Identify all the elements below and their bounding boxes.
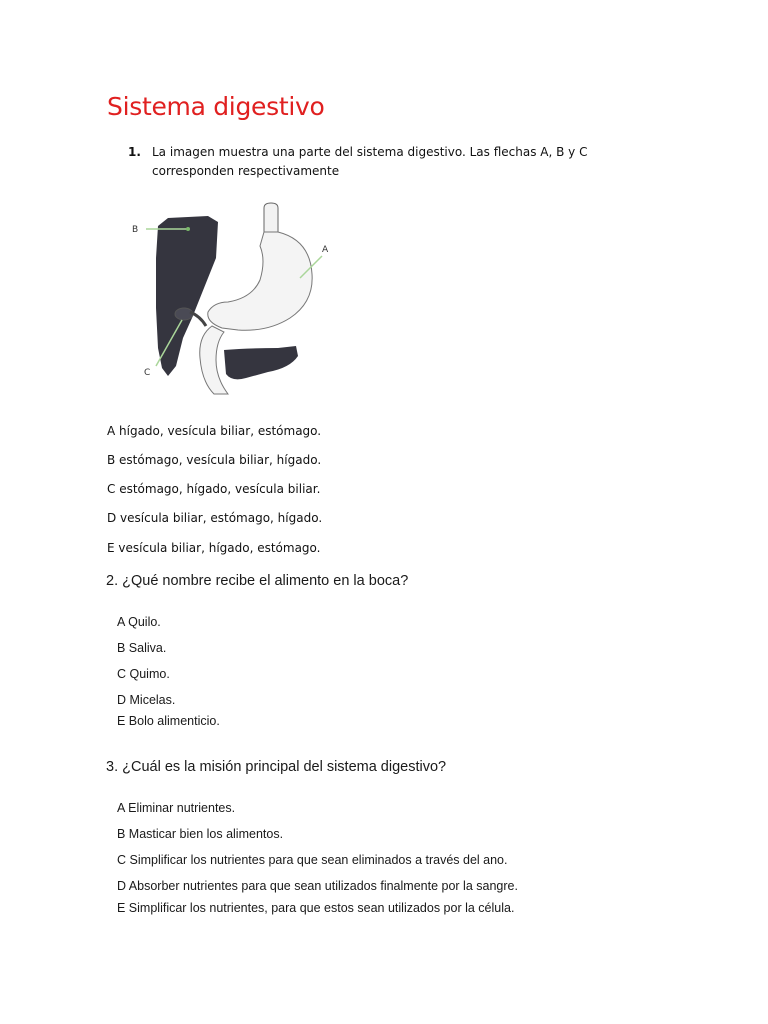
q1-option-b: B estómago, vesícula biliar, hígado.: [107, 453, 322, 467]
duodenum-shape: [200, 326, 228, 394]
q3-option-c: C Simplificar los nutrientes para que sean eliminados a través del ano.: [117, 853, 508, 867]
question-text: La imagen muestra una parte del sistema digestivo. Las flechas A, B y C corresponden respectivamente: [152, 145, 588, 178]
q2-option-c: C Quimo.: [117, 667, 170, 681]
label-b: B: [132, 225, 139, 235]
label-c: C: [144, 368, 151, 378]
label-a: A: [322, 245, 329, 255]
q1-option-a: A hígado, vesícula biliar, estómago.: [107, 424, 322, 438]
q3-option-b: B Masticar bien los alimentos.: [117, 827, 284, 841]
q1-option-d: D vesícula biliar, estómago, hígado.: [107, 511, 323, 525]
esophagus-shape: [264, 203, 278, 234]
gallbladder-shape: [175, 308, 193, 320]
question-1: [128, 143, 648, 181]
q3-option-d: D Absorber nutrientes para que sean utilizados finalmente por la sangre.: [117, 879, 518, 893]
digestive-system-figure: [128, 198, 348, 398]
q3-option-a: A Eliminar nutrientes.: [117, 801, 236, 815]
question-3-text: 3. ¿Cuál es la misión principal del sistema digestivo?: [106, 759, 447, 775]
question-number: 1.: [128, 145, 141, 159]
q1-option-c: C estómago, hígado, vesícula biliar.: [107, 482, 321, 496]
q2-option-d: D Micelas.: [117, 693, 176, 707]
q2-option-b: B Saliva.: [117, 641, 167, 655]
stomach-shape: [208, 232, 312, 330]
q1-option-e: E vesícula biliar, hígado, estómago.: [107, 541, 321, 555]
q2-option-e: E Bolo alimenticio.: [117, 714, 220, 728]
question-2-text: 2. ¿Qué nombre recibe el alimento en la boca?: [106, 573, 409, 589]
pancreas-shape: [224, 346, 298, 379]
page-title: Sistema digestivo: [107, 92, 325, 121]
bile-duct-shape: [190, 312, 206, 326]
q3-option-e: E Simplificar los nutrientes, para que estos sean utilizados por la célula.: [117, 901, 515, 915]
q2-option-a: A Quilo.: [117, 615, 161, 629]
